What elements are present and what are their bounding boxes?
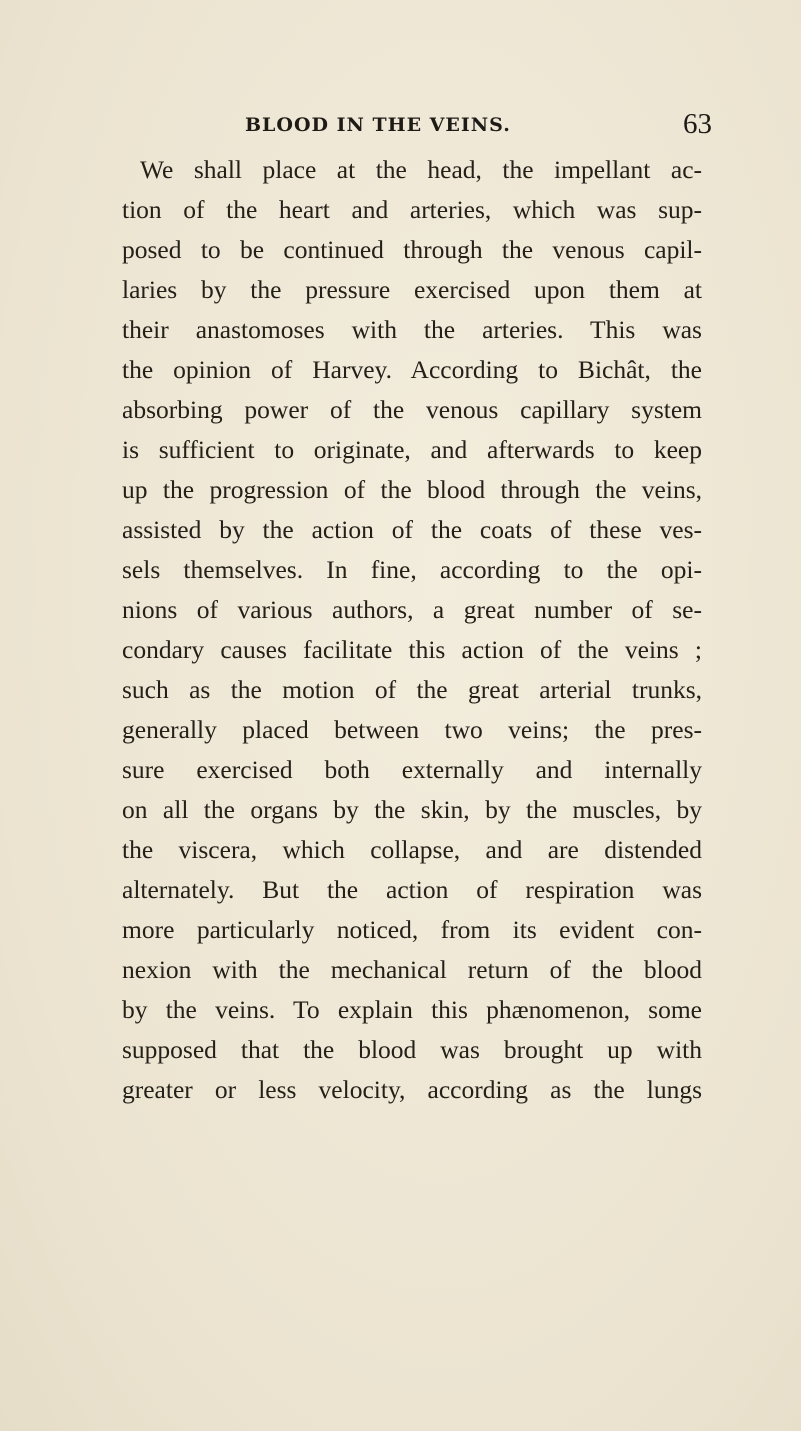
running-title: BLOOD IN THE VEINS. — [245, 114, 511, 136]
text-line: sels themselves. In fine, according to the opi- — [122, 555, 702, 584]
running-head — [0, 108, 801, 148]
text-line: on all the organs by the skin, by the muscles, by — [122, 795, 702, 824]
text-line: laries by the pressure exercised upon them at — [122, 275, 702, 304]
text-line: absorbing power of the venous capillary system — [122, 395, 702, 424]
text-line: greater or less velocity, according as the lungs — [122, 1075, 702, 1104]
page-number: 63 — [683, 108, 712, 140]
text-line: supposed that the blood was brought up with — [122, 1035, 702, 1064]
text-line: the opinion of Harvey. According to Bichât, the — [122, 355, 702, 384]
text-line: We shall place at the head, the impellant ac- — [140, 155, 702, 184]
text-line: by the veins. To explain this phænomenon, some — [122, 995, 702, 1024]
text-line: such as the motion of the great arterial trunks, — [122, 675, 702, 704]
text-line: posed to be continued through the venous capil- — [122, 235, 702, 264]
text-line: up the progression of the blood through the veins, — [122, 475, 702, 504]
text-line: alternately. But the action of respiration was — [122, 875, 702, 904]
text-line: generally placed between two veins; the pres- — [122, 715, 702, 744]
text-line: nions of various authors, a great number of se- — [122, 595, 702, 624]
text-line: tion of the heart and arteries, which was sup- — [122, 195, 702, 224]
text-line: assisted by the action of the coats of these ves- — [122, 515, 702, 544]
text-line: their anastomoses with the arteries. This was — [122, 315, 702, 344]
text-line: more particularly noticed, from its evident con- — [122, 915, 702, 944]
text-line: is sufficient to originate, and afterwards to keep — [122, 435, 702, 464]
body-text — [122, 150, 702, 1110]
text-line: the viscera, which collapse, and are distended — [122, 835, 702, 864]
text-line: condary causes facilitate this action of the veins ; — [122, 635, 702, 664]
text-line: nexion with the mechanical return of the blood — [122, 955, 702, 984]
text-line: sure exercised both externally and internally — [122, 755, 702, 784]
